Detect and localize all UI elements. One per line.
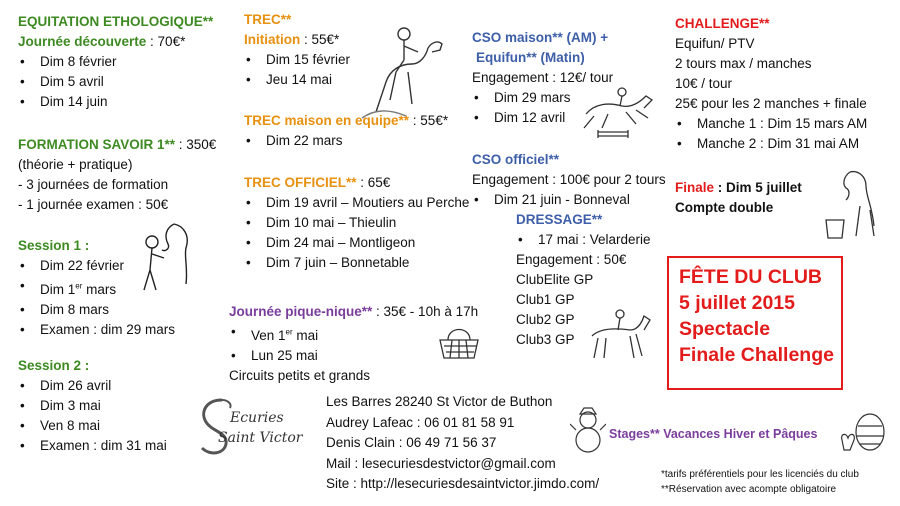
dressage-horse-icon: [586, 308, 654, 364]
initiation-dates: [244, 50, 350, 90]
list-item: • Dim 3 mai: [18, 396, 167, 416]
logo-line-1: Ecuries: [230, 410, 284, 426]
trec-section: [244, 10, 350, 90]
dressage-line: Engagement : 50€: [516, 252, 627, 267]
list-item: • Dim 21 juin - Bonneval: [472, 190, 666, 210]
ecuries-logo: [192, 392, 322, 462]
session2-dates: [18, 376, 167, 456]
challenge-line: 25€ pour les 2 manches + finale: [675, 96, 867, 111]
formation-line: - 3 journées de formation: [18, 177, 169, 192]
list-item: • Dim 14 juin: [18, 92, 213, 112]
cso-officiel-engagement: Engagement : 100€ pour 2 tours: [472, 172, 666, 187]
list-item: • Dim 22 mars: [244, 131, 448, 151]
equitation-title: EQUITATION ETHOLOGIQUE**: [18, 14, 214, 29]
challenge-manches: [675, 114, 867, 154]
trec-maison-heading: TREC maison en equipe** : 55€*: [244, 113, 449, 128]
easter-egg-icon: [838, 410, 890, 456]
finale-heading: Finale : Dim 5 juillet: [675, 180, 802, 195]
trec-officiel-heading: TREC OFFICIEL** : 65€: [244, 175, 391, 190]
list-item: • Lun 25 mai: [229, 346, 478, 366]
snowman-icon: [570, 406, 606, 456]
trec-officiel-dates: [244, 193, 469, 273]
journee-dates: [18, 52, 213, 112]
footnote-1: *tarifs préférentiels pour les licenciés du club: [661, 469, 859, 480]
dressage-title: DRESSAGE**: [516, 212, 603, 227]
trec-title: TREC**: [244, 12, 292, 27]
equitation-section: [18, 12, 213, 112]
list-item: • Dim 5 avril: [18, 72, 213, 92]
cso-maison-title: CSO maison** (AM) +: [472, 30, 609, 45]
contact-person-1: Audrey Lafeac : 06 01 81 58 91: [326, 414, 515, 430]
formation-section: [18, 135, 216, 215]
list-item: • Dim 24 mai – Montligeon: [244, 233, 469, 253]
list-item: • Dim 8 mars: [18, 300, 175, 320]
list-item: • Dim 12 avril: [472, 108, 613, 128]
jumping-horse-icon: [578, 84, 658, 140]
cso-officiel-dates: [472, 190, 666, 210]
list-item: • Jeu 14 mai: [244, 70, 350, 90]
contact-section: [326, 392, 599, 495]
list-item: • Dim 8 février: [18, 52, 213, 72]
list-item: • Examen : dim 31 mai: [18, 436, 167, 456]
challenge-line: 2 tours max / manches: [675, 56, 812, 71]
cso-maison-engagement: Engagement : 12€/ tour: [472, 70, 614, 85]
cso-officiel-section: [472, 150, 666, 210]
fete-line: Spectacle: [679, 318, 771, 340]
list-item: • Examen : dim 29 mars: [18, 320, 175, 340]
challenge-line: Equifun/ PTV: [675, 36, 755, 51]
formation-heading: FORMATION SAVOIR 1** : 350€: [18, 137, 217, 152]
challenge-line: 10€ / tour: [675, 76, 733, 91]
challenge-section: [675, 14, 867, 154]
cso-officiel-title: CSO officiel**: [472, 152, 560, 167]
list-item: • Dim 22 février: [18, 256, 175, 276]
list-item: • Dim 10 mai – Thieulin: [244, 213, 469, 233]
formation-line: - 1 journée examen : 50€: [18, 197, 169, 212]
list-item: • 17 mai : Velarderie: [516, 230, 651, 250]
dressage-line: Club3 GP: [516, 332, 575, 347]
journee-decouverte: Journée découverte : 70€*: [18, 34, 186, 49]
session2-title: Session 2 :: [18, 358, 90, 373]
list-item: • Dim 26 avril: [18, 376, 167, 396]
session2-section: [18, 356, 167, 456]
list-item: • Dim 7 juin – Bonnetable: [244, 253, 469, 273]
list-item: • Manche 2 : Dim 31 mai AM: [675, 134, 867, 154]
picnic-basket-icon: [436, 322, 482, 362]
contact-mail[interactable]: Mail : lesecuriesdestvictor@gmail.com: [326, 455, 556, 471]
trec-officiel-section: [244, 173, 469, 273]
footnote-2: **Réservation avec acompte obligatoire: [661, 484, 837, 495]
dressage-line: Club2 GP: [516, 312, 575, 327]
list-item: • Dim 19 avril – Moutiers au Perche: [244, 193, 469, 213]
piquenique-note: Circuits petits et grands: [229, 367, 371, 383]
finale-note: Compte double: [675, 200, 774, 215]
trec-maison-dates: [244, 131, 448, 151]
woman-horse-icon: [136, 218, 194, 294]
pony-bucket-icon: [820, 166, 884, 242]
cso-maison-subtitle: Equifun** (Matin): [476, 50, 585, 65]
fete-line: Finale Challenge: [679, 344, 834, 366]
challenge-title: CHALLENGE**: [675, 16, 770, 31]
contact-site[interactable]: Site : http://lesecuriesdesaintvictor.jimdo.com/: [326, 476, 600, 491]
date-1er-mai: Ven 1er mai: [251, 327, 319, 343]
list-item: • Dim 29 mars: [472, 88, 613, 108]
contact-person-2: Denis Clain : 06 49 71 56 37: [326, 435, 497, 450]
session1-title: Session 1 :: [18, 238, 90, 253]
fete-line: 5 juillet 2015: [679, 292, 795, 314]
dressage-line: ClubElite GP: [516, 272, 594, 287]
list-item: • Dim 15 février: [244, 50, 350, 70]
formation-line: (théorie + pratique): [18, 157, 133, 172]
piquenique-heading: Journée pique-nique** : 35€ - 10h à 17h: [229, 304, 479, 319]
finale-section: [675, 178, 802, 218]
contact-address: Les Barres 28240 St Victor de Buthon: [326, 394, 553, 409]
date-1er-mars: Dim 1er mars: [40, 281, 117, 297]
stages-label: Stages** Vacances Hiver et Pâques: [609, 427, 818, 441]
fete-du-club-box: [667, 256, 843, 390]
dressage-dates: [516, 230, 651, 250]
trec-initiation: Initiation : 55€*: [244, 32, 340, 47]
logo-line-2: Saint Victor: [218, 430, 303, 446]
fete-line: FÊTE DU CLUB: [679, 266, 822, 288]
list-item: • Ven 8 mai: [18, 416, 167, 436]
horse-rider-icon: [356, 12, 448, 122]
dressage-line: Club1 GP: [516, 292, 575, 307]
list-item: • Manche 1 : Dim 15 mars AM: [675, 114, 867, 134]
